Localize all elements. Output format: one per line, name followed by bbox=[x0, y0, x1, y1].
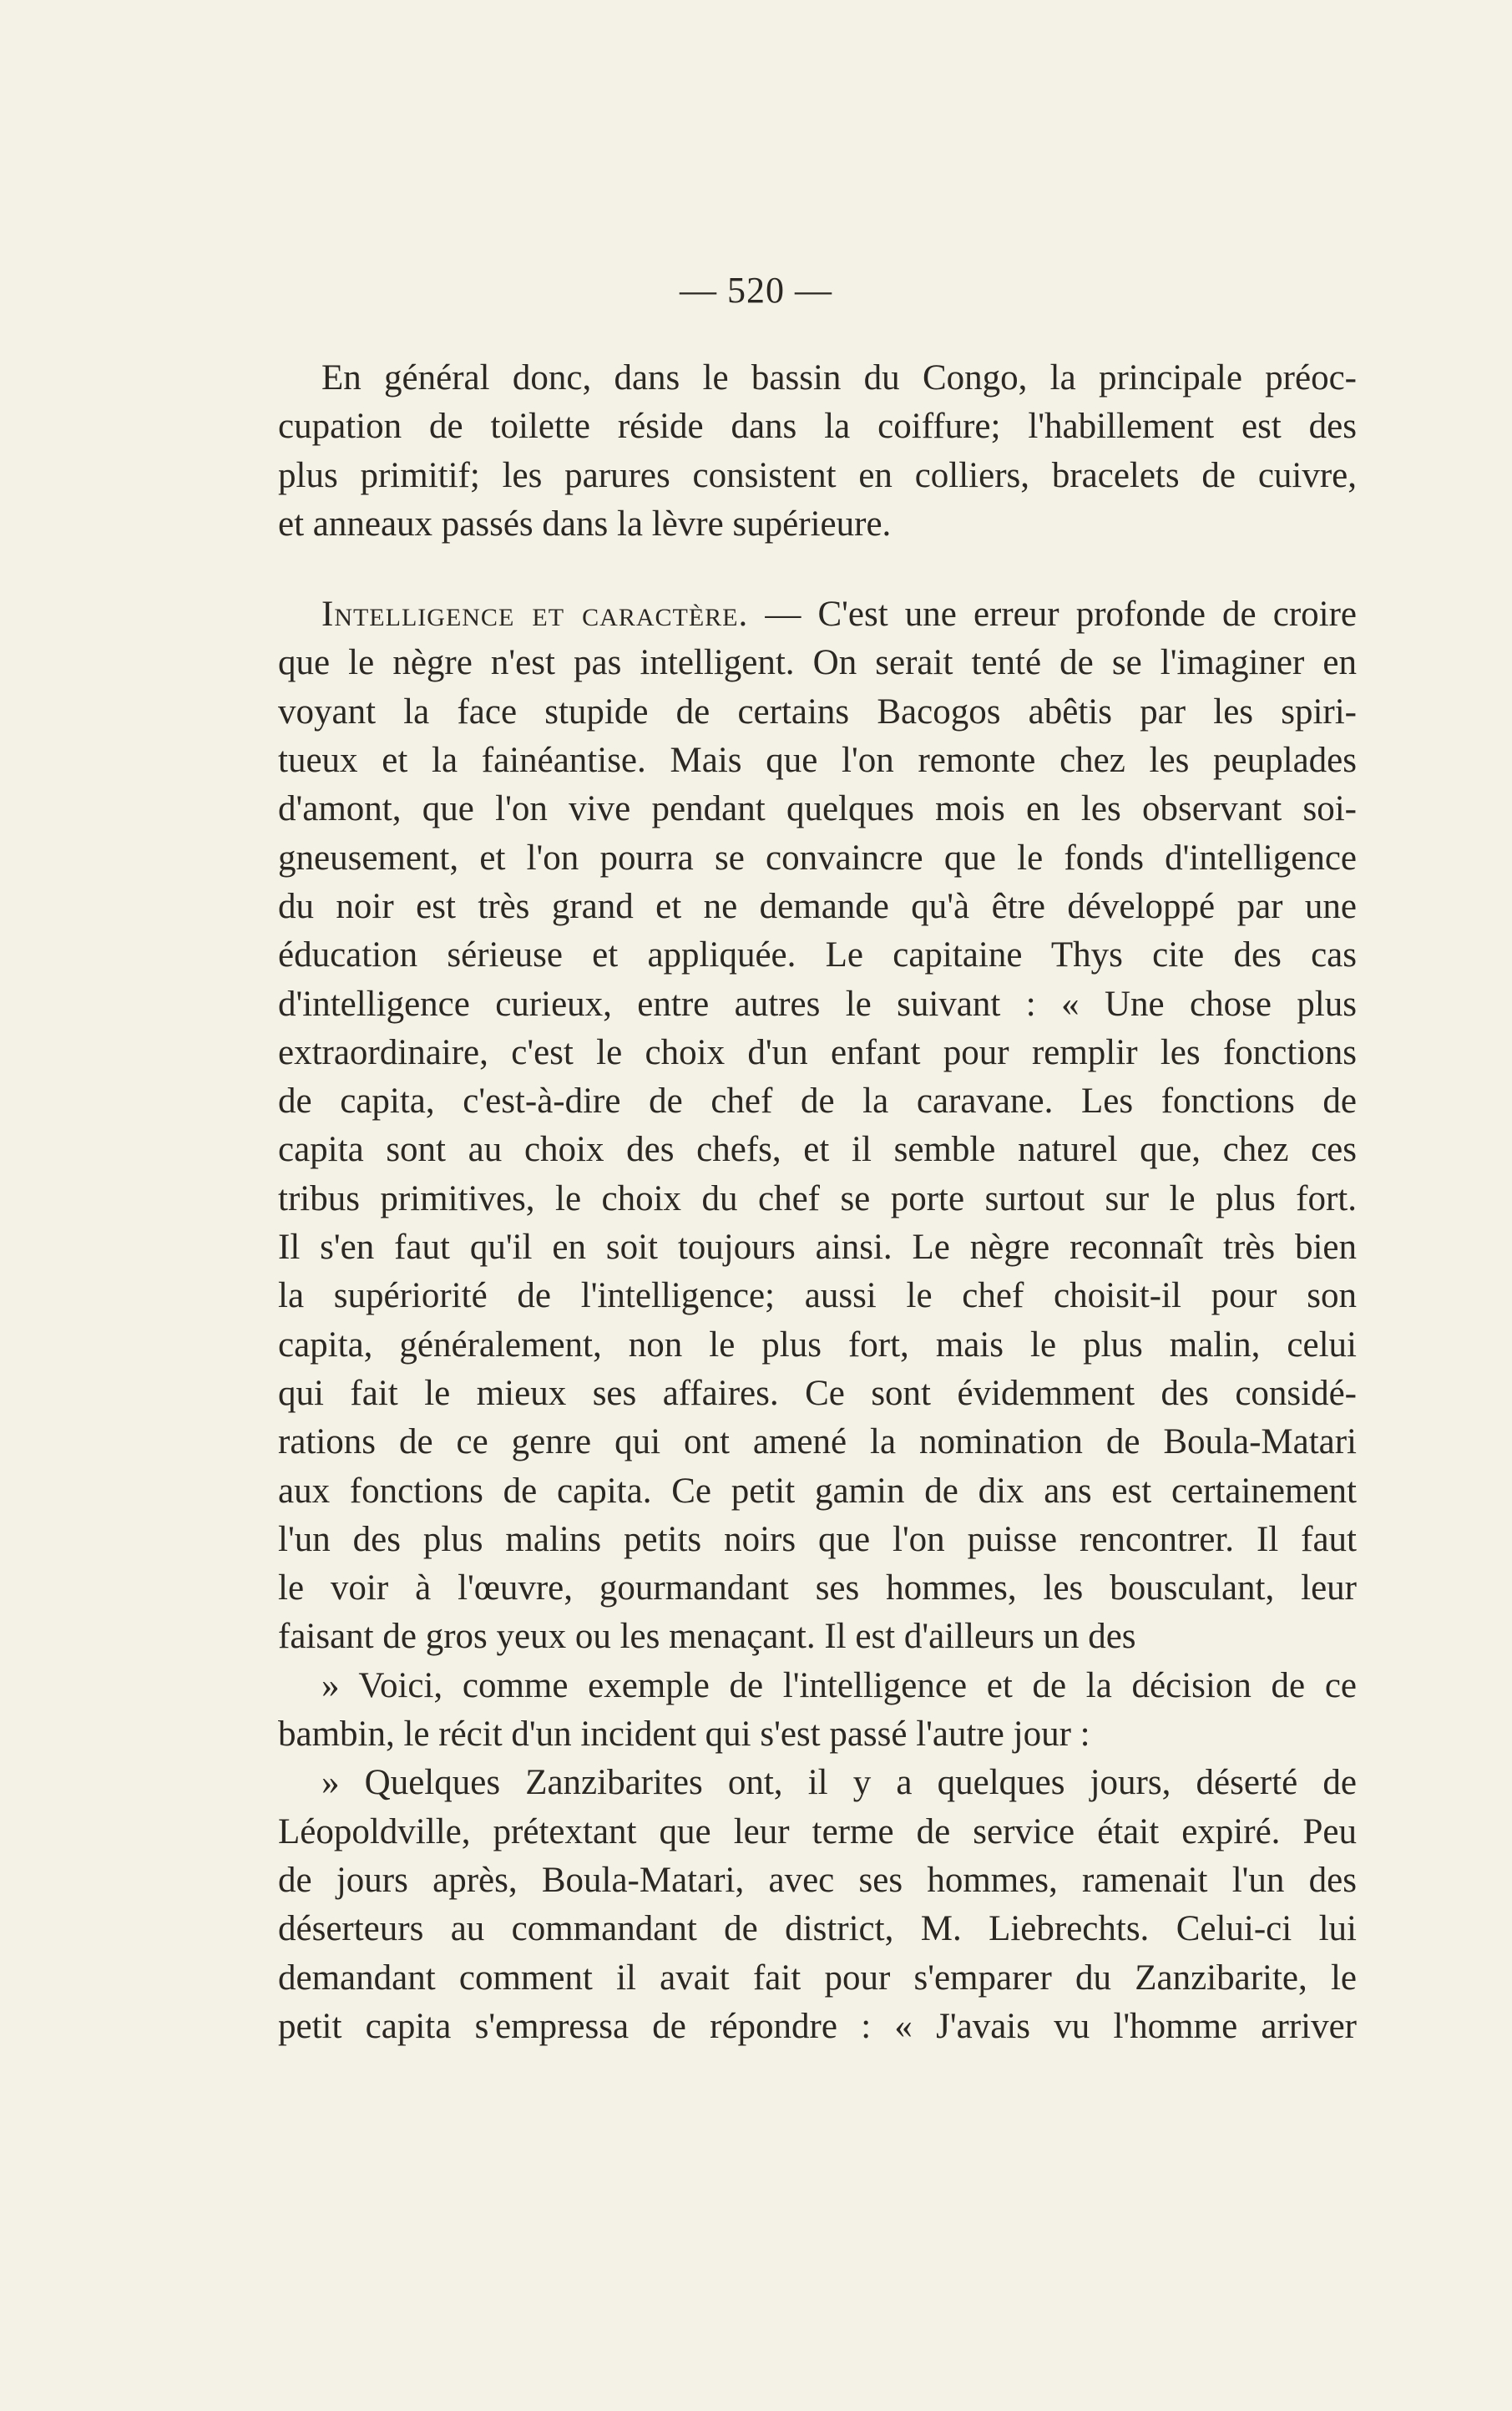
text-line: déserteurs au commandant de district, M. Liebrechts. Celui-ci lui bbox=[278, 1909, 1357, 1949]
text-line: tueux et la fainéantise. Mais que l'on remonte chez les peuplades bbox=[278, 741, 1357, 781]
section-heading: Intelligence et caractère. bbox=[321, 595, 749, 635]
text-line: Intelligence et caractère. — C'est une erreur profonde de croire bbox=[321, 595, 1357, 635]
text-line: voyant la face stupide de certains Bacogos abêtis par les spiri- bbox=[278, 691, 1357, 732]
text-line: d'intelligence curieux, entre autres le suivant : « Une chose plus bbox=[278, 984, 1357, 1024]
text-line: l'un des plus malins petits noirs que l'on puisse rencontrer. Il faut bbox=[278, 1519, 1357, 1559]
text-line: cupation de toilette réside dans la coiffure; l'habillement est des bbox=[278, 407, 1357, 447]
paragraph-intelligence bbox=[278, 590, 1357, 1662]
text-line: aux fonctions de capita. Ce petit gamin de dix ans est certainement bbox=[278, 1471, 1357, 1511]
text-line: petit capita s'empressa de répondre : « J'avais vu l'homme arriver bbox=[278, 2006, 1357, 2046]
text-line: de capita, c'est-à-dire de chef de la caravane. Les fonctions de bbox=[278, 1081, 1357, 1122]
text-line: demandant comment il avait fait pour s'emparer du Zanzibarite, le bbox=[278, 1958, 1357, 1998]
text-line: En général donc, dans le bassin du Congo, la principale préoc- bbox=[321, 358, 1357, 398]
paragraph-example bbox=[278, 1662, 1357, 1760]
text-line: capita sont au choix des chefs, et il semble naturel que, chez ces bbox=[278, 1130, 1357, 1170]
text-line: qui fait le mieux ses affaires. Ce sont évidemment des considé- bbox=[278, 1373, 1357, 1413]
paragraph-zanzibarites bbox=[278, 1759, 1357, 2051]
text-line: plus primitif; les parures consistent en colliers, bracelets de cuivre, bbox=[278, 455, 1357, 495]
text-line: que le nègre n'est pas intelligent. On serait tenté de se l'imaginer en bbox=[278, 643, 1357, 683]
text-line: le voir à l'œuvre, gourmandant ses hommes, les bousculant, leur bbox=[278, 1568, 1357, 1608]
text-line: extraordinaire, c'est le choix d'un enfant pour remplir les fonctions bbox=[278, 1032, 1357, 1072]
text-line: » Voici, comme exemple de l'intelligence et de la décision de ce bbox=[321, 1665, 1357, 1705]
text-line: gneusement, et l'on pourra se convaincre que le fonds d'intelligence bbox=[278, 838, 1357, 878]
text-line: du noir est très grand et ne demande qu'à être développé par une bbox=[278, 886, 1357, 926]
page-number: — 520 — bbox=[680, 270, 832, 311]
text-line: de jours après, Boula-Matari, avec ses hommes, ramenait l'un des bbox=[278, 1860, 1357, 1900]
text-line: et anneaux passés dans la lèvre supérieure. bbox=[278, 504, 892, 544]
text-line: tribus primitives, le choix du chef se porte surtout sur le plus fort. bbox=[278, 1178, 1357, 1218]
text-line: rations de ce genre qui ont amené la nomination de Boula-Matari bbox=[278, 1422, 1357, 1462]
text-line: capita, généralement, non le plus fort, mais le plus malin, celui bbox=[278, 1325, 1357, 1365]
text-line: d'amont, que l'on vive pendant quelques mois en les observant soi- bbox=[278, 789, 1357, 829]
paragraph-gap bbox=[278, 549, 1357, 590]
text-line: Il s'en faut qu'il en soit toujours ainsi. Le nègre reconnaît très bien bbox=[278, 1228, 1357, 1268]
text-line: » Quelques Zanzibarites ont, il y a quelques jours, déserté de bbox=[321, 1763, 1357, 1803]
text-line: faisant de gros yeux ou les menaçant. Il est d'ailleurs un des bbox=[278, 1617, 1136, 1657]
paragraph-toilette bbox=[278, 354, 1357, 549]
text-line: bambin, le récit d'un incident qui s'est passé l'autre jour : bbox=[278, 1715, 1090, 1755]
text-line: Léopoldville, prétextant que leur terme de service était expiré. Peu bbox=[278, 1811, 1357, 1851]
body-text bbox=[278, 354, 1357, 2051]
text-line: éducation sérieuse et appliquée. Le capitaine Thys cite des cas bbox=[278, 935, 1357, 975]
text-line: la supériorité de l'intelligence; aussi le chef choisit-il pour son bbox=[278, 1276, 1357, 1316]
